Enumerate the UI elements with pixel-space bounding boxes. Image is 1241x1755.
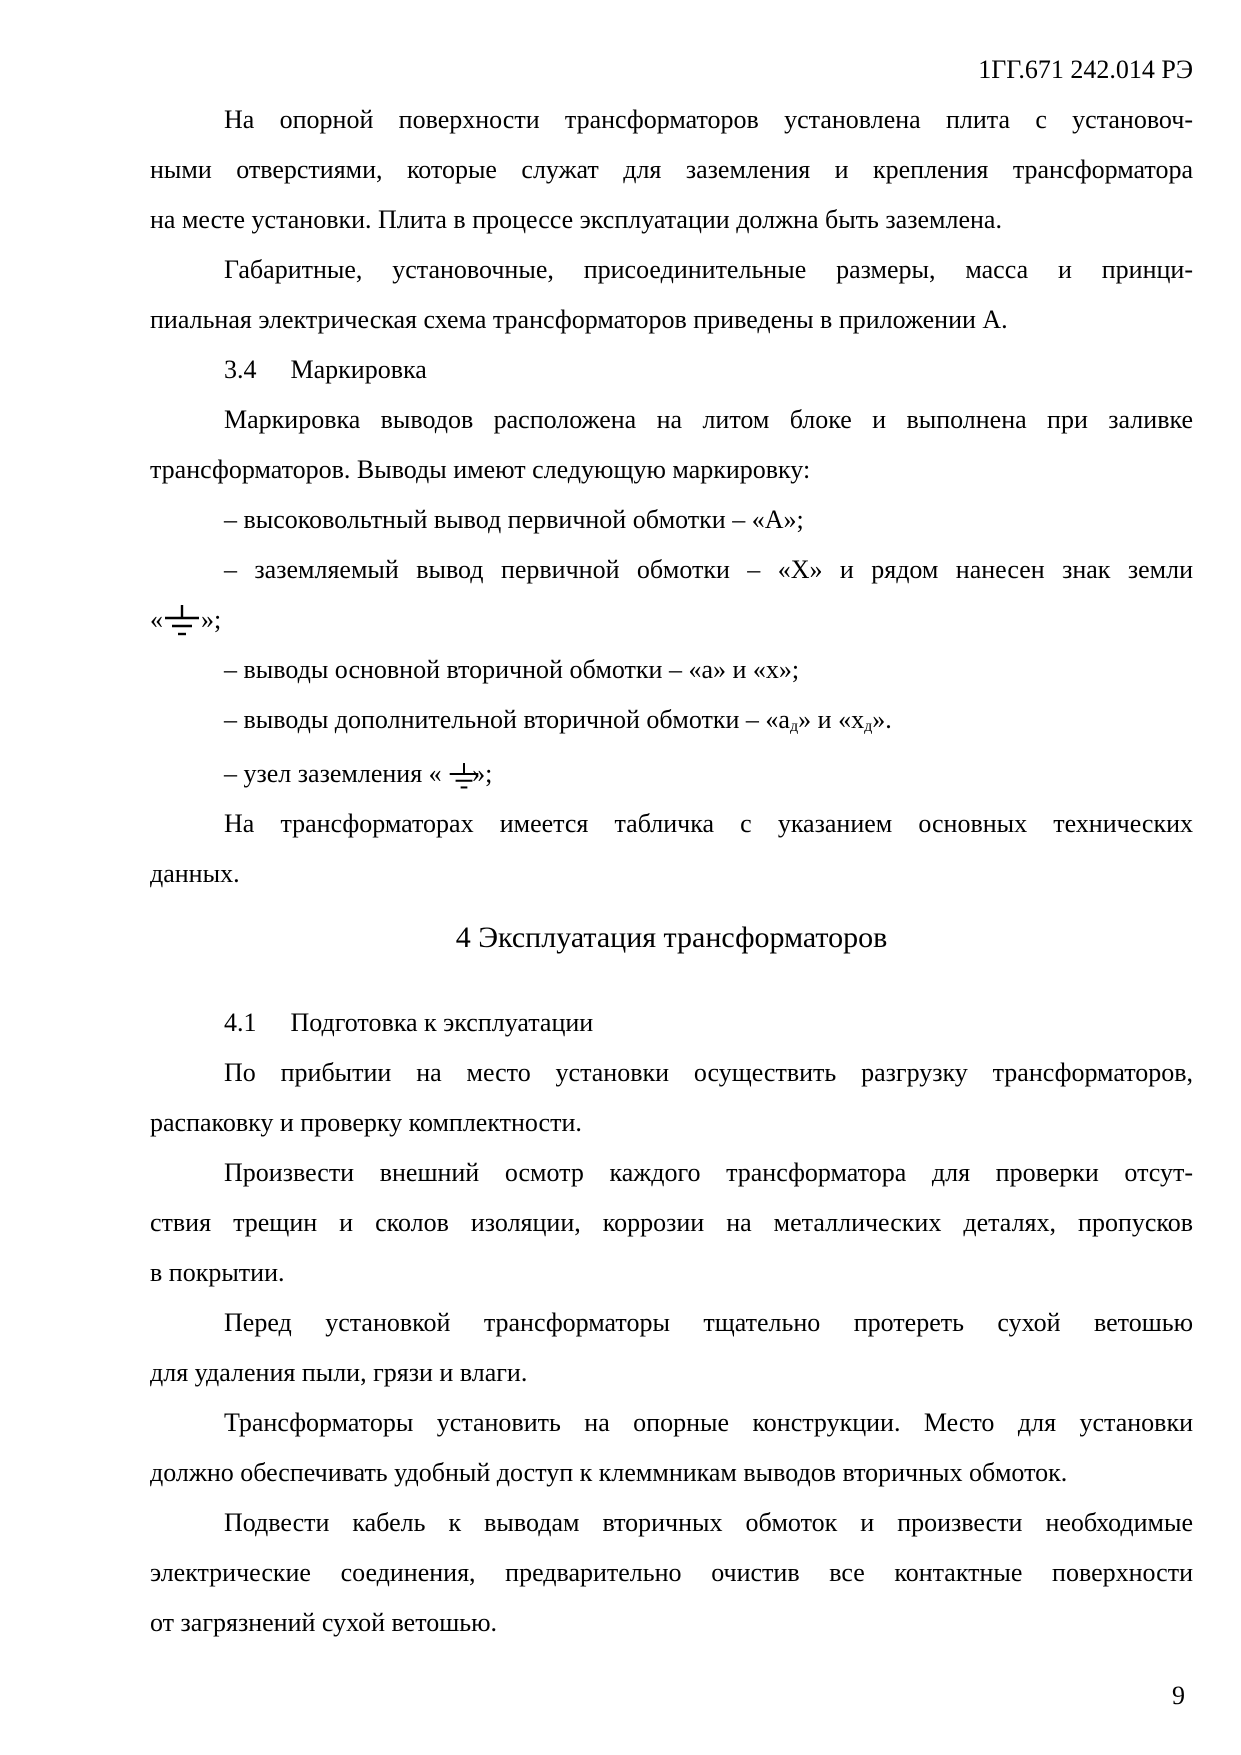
doc-code: 1ГГ.671 242.014 РЭ xyxy=(978,55,1193,84)
list-item-line: – заземляемый вывод первичной обмотки – «Х» и рядом нанесен знак земли xyxy=(224,555,1193,584)
list-item-line: – выводы основной вторичной обмотки – «а» и «х»; xyxy=(224,655,800,684)
subsection-heading xyxy=(150,345,1193,395)
paragraph-line: ными отверстиями, которые служат для заземления и крепления трансформатора xyxy=(150,155,1193,184)
paragraph-line: ствия трещин и сколов изоляции, коррозии на металлических деталях, пропусков xyxy=(150,1208,1193,1237)
paragraph-line: По прибытии на место установки осуществить разгрузку трансформаторов, xyxy=(224,1058,1193,1087)
list-item-text: ». xyxy=(872,705,892,734)
paragraph-line: пиальная электрическая схема трансформаторов приведены в приложении А. xyxy=(150,305,1008,334)
paragraph-line: от загрязнений сухой ветошью. xyxy=(150,1608,498,1637)
list-item-line: – высоковольтный вывод первичной обмотки – «А»; xyxy=(224,505,804,534)
heading-title: Подготовка к эксплуатации xyxy=(290,1008,594,1037)
close-quote: »; xyxy=(472,759,493,788)
list-item-text: – выводы дополнительной вторичной обмотки – «а xyxy=(224,705,790,734)
paragraph-line: данных. xyxy=(150,859,240,888)
list-item-text: – узел заземления « xyxy=(224,759,449,788)
paragraph-line: на месте установки. Плита в процессе эксплуатации должна быть заземлена. xyxy=(150,205,1002,234)
paragraph-line: распаковку и проверку комплектности. xyxy=(150,1108,582,1137)
paragraph-line: Габаритные, установочные, присоединительные размеры, масса и принци- xyxy=(224,255,1193,284)
paragraph-line: электрические соединения, предварительно очистив все контактные поверхности xyxy=(150,1558,1193,1587)
subscript: д xyxy=(864,717,873,735)
ground-mark-line xyxy=(150,595,1193,645)
close-quote: »; xyxy=(201,605,222,634)
paragraph-line: трансформаторов. Выводы имеют следующую маркировку: xyxy=(150,455,811,484)
paragraph-line: должно обеспечивать удобный доступ к клеммникам выводов вторичных обмоток. xyxy=(150,1458,1068,1487)
heading-title: Маркировка xyxy=(290,355,427,384)
page-number: 9 xyxy=(1172,1681,1185,1710)
paragraph-line: для удаления пыли, грязи и влаги. xyxy=(150,1358,528,1387)
open-quote: « xyxy=(150,605,163,634)
earth-ground-icon xyxy=(163,604,201,638)
paragraph-line: На опорной поверхности трансформаторов установлена плита с установоч- xyxy=(224,105,1193,134)
list-item-line xyxy=(150,749,1193,799)
paragraph-line: в покрытии. xyxy=(150,1258,285,1287)
heading-number: 3.4 xyxy=(224,355,257,384)
list-item-line xyxy=(150,695,1193,749)
paragraph-line: Трансформаторы установить на опорные конструкции. Место для установки xyxy=(224,1408,1193,1437)
paragraph-line: Маркировка выводов расположена на литом блоке и выполнена при заливке xyxy=(224,405,1193,434)
paragraph-line: Перед установкой трансформаторы тщательно протереть сухой ветошью xyxy=(224,1308,1193,1337)
subsection-heading xyxy=(150,998,1193,1048)
paragraph-line: Произвести внешний осмотр каждого трансформатора для проверки отсут- xyxy=(224,1158,1193,1187)
list-item-text: » и «х xyxy=(798,705,865,734)
subscript: д xyxy=(789,717,799,735)
paragraph-line: На трансформаторах имеется табличка с указанием основных технических xyxy=(224,809,1193,838)
section-heading: 4 Эксплуатация трансформаторов xyxy=(455,921,888,954)
heading-number: 4.1 xyxy=(224,1008,257,1037)
paragraph-line: Подвести кабель к выводам вторичных обмоток и произвести необходимые xyxy=(224,1508,1193,1537)
